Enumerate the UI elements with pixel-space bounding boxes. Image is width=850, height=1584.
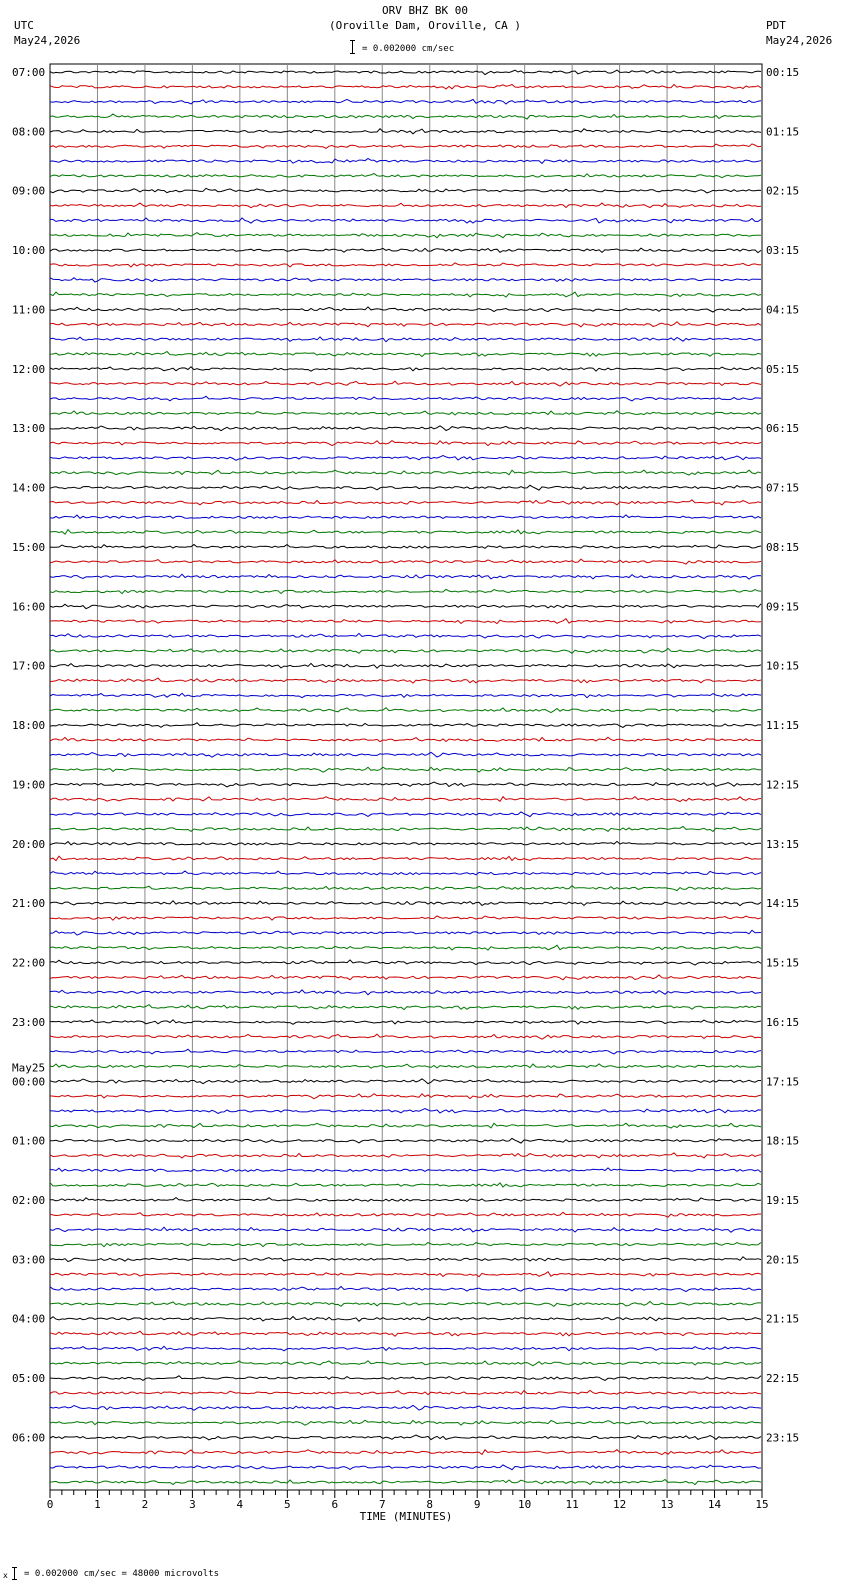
seismic-trace [50,411,761,415]
seismic-trace [50,188,761,193]
seismic-trace [50,337,761,342]
utc-hour-label: 21:00 [12,897,46,911]
seismic-trace [50,470,761,475]
pdt-hour-label: 10:15 [766,659,800,673]
seismic-trace [50,381,761,386]
x-tick-label: 6 [331,1498,339,1511]
pdt-hour-label: 16:15 [766,1015,800,1029]
utc-hour-label: 17:00 [12,659,46,673]
date-change-label: May25 [12,1061,46,1075]
utc-hour-label: 02:00 [12,1194,46,1207]
seismic-trace [50,1005,761,1010]
x-tick-label: 10 [518,1498,532,1511]
utc-hour-label: 00:00 [12,1075,46,1089]
seismic-trace [50,1301,761,1306]
utc-hour-label: 14:00 [12,481,46,495]
seismic-trace [50,159,761,164]
utc-hour-label: 09:00 [12,184,46,198]
pdt-hour-label: 21:15 [766,1312,800,1326]
seismic-trace [50,322,761,327]
seismic-trace [50,1138,761,1143]
utc-hour-label: 10:00 [12,244,46,258]
seismic-trace [50,1020,761,1025]
utc-hour-label: 04:00 [12,1312,46,1326]
seismic-trace [50,1198,761,1202]
x-tick-label: 15 [755,1498,769,1511]
seismic-trace [50,975,761,980]
seismic-trace [50,797,761,802]
utc-hour-label: 03:00 [12,1253,46,1267]
seismic-trace [50,248,761,253]
utc-hour-label: 16:00 [12,600,46,614]
chart-subtitle: (Oroville Dam, Oroville, CA ) [328,19,522,32]
seismic-trace [50,500,761,505]
x-tick-label: 5 [284,1498,291,1511]
x-tick-label: 1 [94,1498,101,1511]
pdt-hour-label: 01:15 [766,125,800,139]
seismic-trace [50,396,761,401]
x-tick-label: 3 [189,1498,196,1511]
seismic-trace [50,559,761,564]
seismic-trace [50,752,761,757]
seismic-trace [50,1212,761,1217]
right-date: May24,2026 [766,34,833,47]
pdt-hour-label: 04:15 [766,303,800,317]
pdt-hour-label: 00:15 [766,66,800,79]
seismic-trace [50,485,761,490]
seismic-trace [50,1317,761,1322]
x-tick-label: 14 [707,1498,722,1511]
seismic-trace [50,114,761,119]
pdt-hour-label: 14:15 [766,897,800,911]
seismic-trace [50,663,761,668]
scale-label: = 0.002000 cm/sec [362,44,455,54]
seismic-trace [50,990,761,995]
plot-frame [50,64,762,1490]
utc-hour-label: 08:00 [12,125,46,139]
seismic-trace [50,1257,761,1262]
seismic-trace [50,1435,761,1440]
right-timezone: PDT [766,19,786,32]
seismic-trace [50,426,761,431]
pdt-hour-label: 03:15 [766,244,800,258]
seismic-trace [50,218,761,223]
seismic-trace [50,812,761,817]
seismic-trace [50,708,761,713]
seismic-trace [50,263,761,267]
x-tick-label: 4 [236,1498,244,1511]
utc-hour-label: 07:00 [12,66,46,79]
seismic-trace [50,574,761,579]
seismic-trace [50,633,761,638]
pdt-hour-label: 15:15 [766,956,800,970]
seismic-trace [50,1390,761,1394]
seismic-trace [50,1287,761,1292]
seismic-trace [50,99,761,104]
seismic-trace [50,1034,761,1039]
seismic-trace [50,352,761,357]
seismic-trace [50,782,761,787]
seismic-trace [50,70,761,75]
seismic-trace [50,1272,761,1277]
x-tick-label: 13 [660,1498,674,1511]
seismic-trace [50,367,761,371]
seismic-trace [50,1346,761,1351]
pdt-hour-label: 12:15 [766,778,800,792]
seismic-trace [50,1094,761,1099]
seismic-trace [50,856,761,860]
seismic-trace [50,1153,761,1158]
seismic-trace [50,203,761,208]
seismic-trace [50,1480,761,1485]
seismic-trace [50,960,761,965]
seismic-trace [50,901,761,906]
x-tick-label: 7 [378,1498,386,1511]
seismic-trace [50,619,761,624]
seismic-trace [50,1420,761,1425]
utc-hour-label: 01:00 [12,1134,46,1148]
seismic-trace [50,1123,761,1128]
seismic-trace [50,1049,761,1054]
utc-hour-label: 20:00 [12,837,46,851]
pdt-hour-label: 11:15 [766,719,800,733]
utc-hour-label: 06:00 [12,1431,46,1445]
seismic-trace [50,945,761,950]
seismic-trace [50,1405,761,1410]
left-date: May24,2026 [14,34,81,47]
seismic-trace [50,737,761,741]
x-tick-label: 8 [426,1498,434,1511]
pdt-hour-label: 05:15 [766,362,800,376]
footer-prefix: x [3,1571,8,1580]
seismic-trace [50,589,761,593]
utc-hour-label: 13:00 [12,422,46,436]
seismic-trace [50,1183,761,1187]
utc-hour-label: 22:00 [12,956,46,970]
x-tick-label: 0 [46,1498,54,1511]
seismic-trace [50,307,761,312]
utc-hour-label: 11:00 [12,303,46,317]
seismic-trace [50,456,761,461]
seismic-trace [50,693,761,697]
seismic-trace [50,1465,761,1470]
seismic-trace [50,1079,761,1084]
seismic-trace [50,441,761,446]
seismic-trace [50,174,761,178]
seismic-trace [50,648,761,653]
seismic-trace [50,545,761,549]
pdt-hour-label: 09:15 [766,600,800,614]
seismic-trace [50,916,761,920]
seismic-trace [50,292,761,297]
seismic-trace [50,1450,761,1455]
pdt-hour-label: 18:15 [766,1134,800,1148]
seismic-trace [50,233,761,238]
pdt-hour-label: 23:15 [766,1431,800,1445]
pdt-hour-label: 19:15 [766,1194,800,1207]
utc-hour-label: 18:00 [12,719,46,733]
seismic-trace [50,129,761,134]
x-tick-label: 2 [141,1498,149,1511]
seismic-trace [50,723,761,728]
pdt-hour-label: 06:15 [766,422,800,436]
seismic-trace [50,515,761,519]
utc-hour-label: 15:00 [12,540,46,554]
utc-hour-label: 12:00 [12,362,46,376]
seismic-trace [50,1109,761,1114]
seismic-trace [50,767,761,772]
seismic-trace [50,1376,761,1381]
x-axis-label: TIME (MINUTES) [359,1510,453,1523]
seismic-trace [50,678,761,683]
seismic-trace [50,826,761,831]
x-tick-label: 12 [612,1498,627,1511]
seismic-trace [50,84,761,89]
x-tick-label: 11 [565,1498,579,1511]
seismic-trace [50,1243,761,1247]
seismic-trace [50,1331,761,1336]
pdt-hour-label: 13:15 [766,837,800,851]
pdt-hour-label: 20:15 [766,1253,800,1267]
pdt-hour-label: 07:15 [766,481,800,495]
footer-scale-note: = 0.002000 cm/sec = 48000 microvolts [24,1569,220,1579]
left-timezone: UTC [14,19,34,32]
pdt-hour-label: 08:15 [766,540,800,554]
seismic-trace [50,871,761,875]
utc-hour-label: 23:00 [12,1015,46,1029]
seismic-trace [50,604,761,609]
chart-title: ORV BHZ BK 00 [381,4,469,17]
pdt-hour-label: 17:15 [766,1075,800,1089]
seismic-trace [50,1227,761,1232]
seismic-trace [50,930,761,935]
seismic-trace [50,144,761,149]
seismic-trace [50,886,761,891]
seismic-trace [50,278,761,282]
seismic-trace [50,1361,761,1366]
seismic-trace [50,1168,761,1172]
seismic-trace [50,1064,761,1068]
utc-hour-label: 19:00 [12,778,46,792]
pdt-hour-label: 22:15 [766,1372,800,1386]
pdt-hour-label: 02:15 [766,184,800,198]
utc-hour-label: 05:00 [12,1372,46,1386]
x-tick-label: 9 [473,1498,481,1511]
seismic-trace [50,841,761,845]
seismic-trace [50,530,761,534]
